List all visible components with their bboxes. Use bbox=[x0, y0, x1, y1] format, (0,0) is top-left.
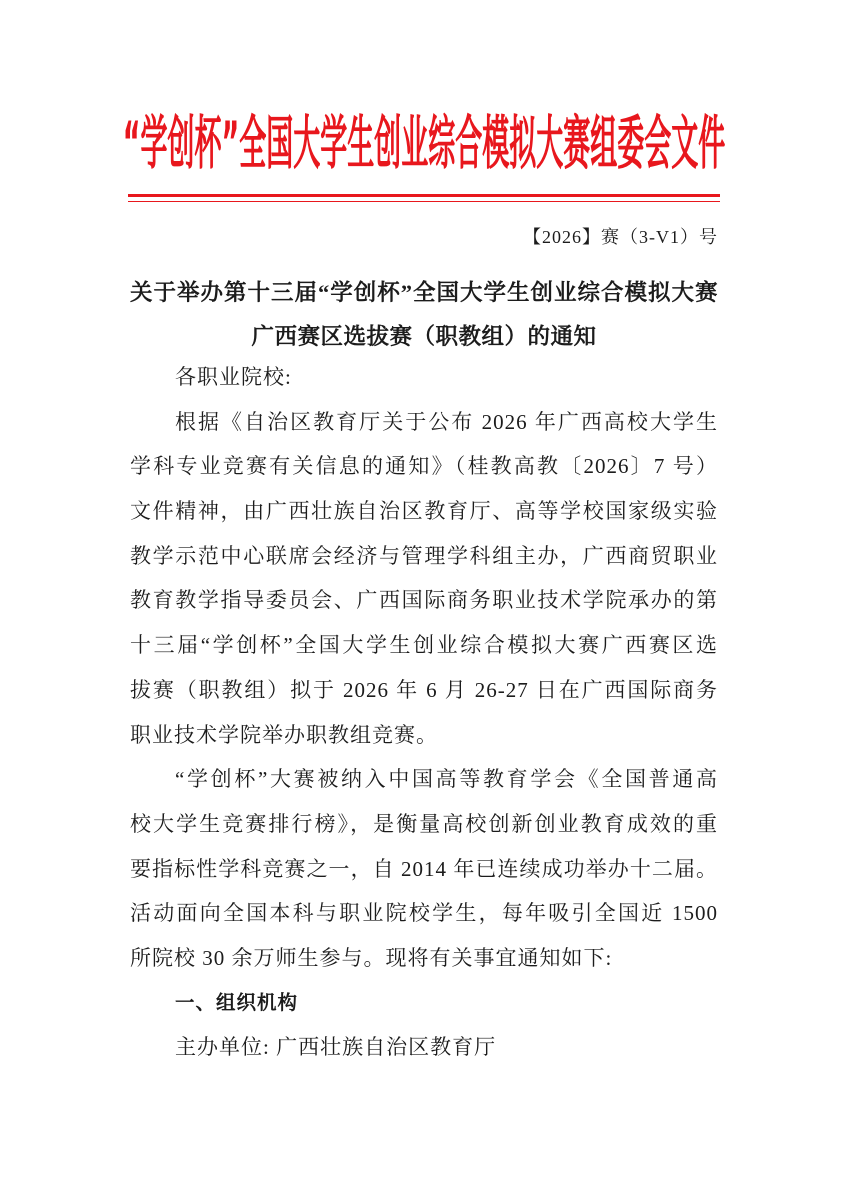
paragraph-1-line: 教育教学指导委员会、广西国际商务职业技术学院承办的第 bbox=[130, 588, 718, 613]
notice-title bbox=[130, 271, 718, 359]
notice-title-line-2: 广西赛区选拔赛（职教组）的通知 bbox=[251, 324, 597, 349]
letterhead-title: “学创杯”全国大学生创业综合模拟大赛组委会文件 bbox=[122, 111, 726, 179]
paragraph-1 bbox=[130, 400, 718, 758]
paragraph-2-line: 要指标性学科竞赛之一，自 2014 年已连续成功举办十二届。 bbox=[130, 856, 718, 881]
paragraph-2-line: “学创杯”大赛被纳入中国高等教育学会《全国普通高 bbox=[175, 767, 718, 792]
document-number: 【2026】赛（3-V1）号 bbox=[523, 227, 718, 247]
paragraph-2-line: 校大学生竞赛排行榜》，是衡量高校创新创业教育成效的重 bbox=[130, 811, 718, 836]
paragraph-1-line: 学科专业竞赛有关信息的通知》（桂教高教〔2026〕7 号） bbox=[130, 454, 718, 479]
letterhead-rule-thick bbox=[128, 194, 720, 197]
paragraph-1-line: 根据《自治区教育厅关于公布 2026 年广西高校大学生 bbox=[175, 409, 718, 434]
paragraph-1-line: 职业技术学院举办职教组竞赛。 bbox=[130, 722, 438, 747]
section-heading: 一、组织机构 bbox=[175, 990, 299, 1014]
paragraph-1-line: 十三届“学创杯”全国大学生创业综合模拟大赛广西赛区选 bbox=[130, 633, 718, 658]
document-body bbox=[130, 355, 718, 1070]
letterhead-rule-thin bbox=[128, 201, 720, 203]
paragraph-1-line: 教学示范中心联席会经济与管理学科组主办，广西商贸职业 bbox=[130, 543, 718, 568]
paragraph-2-line: 活动面向全国本科与职业院校学生，每年吸引全国近 1500 bbox=[130, 901, 718, 926]
paragraph-2 bbox=[130, 757, 718, 980]
paragraph-1-line: 文件精神，由广西壮族自治区教育厅、高等学校国家级实验 bbox=[130, 499, 718, 524]
salutation: 各职业院校: bbox=[175, 365, 292, 389]
notice-title-line-1: 关于举办第十三届“学创杯”全国大学生创业综合模拟大赛 bbox=[130, 280, 718, 305]
section-organization bbox=[130, 981, 718, 1070]
paragraph-2-line: 所院校 30 余万师生参与。现将有关事宜通知如下: bbox=[130, 945, 613, 970]
paragraph-1-line: 拔赛（职教组）拟于 2026 年 6 月 26-27 日在广西国际商务 bbox=[130, 677, 718, 702]
section-item: 主办单位: 广西壮族自治区教育厅 bbox=[175, 1035, 497, 1060]
